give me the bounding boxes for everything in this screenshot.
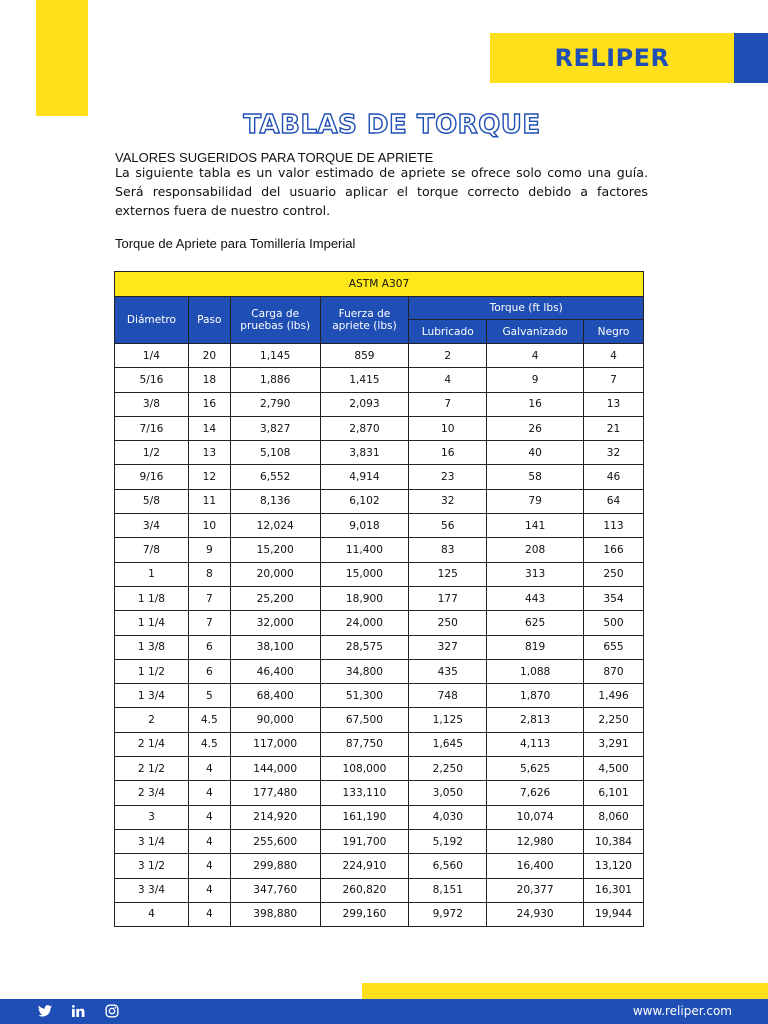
cell-paso: 10 (188, 514, 230, 538)
cell-galvanizado: 7,626 (487, 781, 584, 805)
logo (490, 33, 734, 83)
cell-galvanizado: 4 (487, 344, 584, 368)
cell-fuerza: 4,914 (320, 465, 409, 489)
cell-negro: 10,384 (584, 829, 644, 853)
cell-lubricado: 3,050 (409, 781, 487, 805)
website-link[interactable]: www.reliper.com (632, 1004, 732, 1018)
cell-negro: 3,291 (584, 732, 644, 756)
cell-paso: 8 (188, 562, 230, 586)
cell-galvanizado: 208 (487, 538, 584, 562)
cell-diametro: 7/8 (115, 538, 189, 562)
cell-diametro: 1 1/8 (115, 586, 189, 610)
table-row (115, 781, 644, 805)
cell-galvanizado: 9 (487, 368, 584, 392)
cell-carga: 347,760 (230, 878, 320, 902)
cell-paso: 5 (188, 684, 230, 708)
table-row (115, 829, 644, 853)
page-title: TABLAS DE TORQUE (243, 110, 541, 140)
cell-paso: 4.5 (188, 708, 230, 732)
cell-carga: 68,400 (230, 684, 320, 708)
cell-galvanizado: 58 (487, 465, 584, 489)
cell-negro: 870 (584, 659, 644, 683)
cell-lubricado: 7 (409, 392, 487, 416)
cell-galvanizado: 16,400 (487, 854, 584, 878)
cell-lubricado: 2,250 (409, 757, 487, 781)
cell-negro: 500 (584, 611, 644, 635)
cell-negro: 64 (584, 489, 644, 513)
cell-lubricado: 4,030 (409, 805, 487, 829)
cell-fuerza: 191,700 (320, 829, 409, 853)
cell-galvanizado: 1,870 (487, 684, 584, 708)
cell-paso: 13 (188, 441, 230, 465)
cell-galvanizado: 4,113 (487, 732, 584, 756)
cell-fuerza: 28,575 (320, 635, 409, 659)
table-row (115, 489, 644, 513)
cell-diametro: 1 3/8 (115, 635, 189, 659)
cell-carga: 398,880 (230, 902, 320, 926)
cell-carga: 1,145 (230, 344, 320, 368)
linkedin-icon[interactable] (72, 1005, 85, 1017)
cell-paso: 4 (188, 781, 230, 805)
cell-paso: 16 (188, 392, 230, 416)
table-row (115, 562, 644, 586)
table-row (115, 586, 644, 610)
cell-negro: 8,060 (584, 805, 644, 829)
cell-paso: 4 (188, 757, 230, 781)
cell-galvanizado: 79 (487, 489, 584, 513)
cell-carga: 46,400 (230, 659, 320, 683)
cell-fuerza: 15,000 (320, 562, 409, 586)
cell-carga: 177,480 (230, 781, 320, 805)
cell-galvanizado: 313 (487, 562, 584, 586)
cell-fuerza: 108,000 (320, 757, 409, 781)
cell-galvanizado: 1,088 (487, 659, 584, 683)
table-row (115, 441, 644, 465)
table-title: Torque de Apriete para Tomillería Imperial (115, 236, 356, 251)
cell-paso: 9 (188, 538, 230, 562)
cell-diametro: 4 (115, 902, 189, 926)
cell-negro: 7 (584, 368, 644, 392)
cell-paso: 18 (188, 368, 230, 392)
cell-paso: 4 (188, 854, 230, 878)
cell-diametro: 3/4 (115, 514, 189, 538)
cell-negro: 13,120 (584, 854, 644, 878)
cell-carga: 20,000 (230, 562, 320, 586)
cell-galvanizado: 26 (487, 416, 584, 440)
table-body (115, 344, 644, 927)
table-row (115, 708, 644, 732)
col-header-lubricado: Lubricado (409, 320, 487, 344)
cell-fuerza: 9,018 (320, 514, 409, 538)
cell-fuerza: 67,500 (320, 708, 409, 732)
twitter-icon[interactable] (38, 1005, 52, 1017)
cell-negro: 4,500 (584, 757, 644, 781)
cell-lubricado: 327 (409, 635, 487, 659)
cell-diametro: 1/4 (115, 344, 189, 368)
table-row (115, 611, 644, 635)
cell-negro: 21 (584, 416, 644, 440)
cell-carga: 2,790 (230, 392, 320, 416)
cell-lubricado: 83 (409, 538, 487, 562)
cell-fuerza: 51,300 (320, 684, 409, 708)
col-header-fuerza: Fuerza de apriete (lbs) (320, 297, 409, 344)
cell-galvanizado: 443 (487, 586, 584, 610)
cell-diametro: 2 3/4 (115, 781, 189, 805)
cell-galvanizado: 2,813 (487, 708, 584, 732)
section-subtitle: VALORES SUGERIDOS PARA TORQUE DE APRIETE (115, 150, 434, 165)
cell-galvanizado: 24,930 (487, 902, 584, 926)
col-header-torque: Torque (ft lbs) (409, 297, 644, 320)
cell-paso: 4.5 (188, 732, 230, 756)
cell-fuerza: 133,110 (320, 781, 409, 805)
standard-header: ASTM A307 (115, 272, 644, 297)
cell-fuerza: 299,160 (320, 902, 409, 926)
table-row (115, 684, 644, 708)
intro-paragraph: La siguiente tabla es un valor estimado de apriete se ofrece solo como una guía. Será responsabilidad del usuario aplicar el torque correcto debido a factores externos fuera de nuestro control. (115, 165, 648, 218)
table-row (115, 514, 644, 538)
cell-negro: 32 (584, 441, 644, 465)
col-header-diametro: Diámetro (115, 297, 189, 344)
cell-diametro: 2 1/2 (115, 757, 189, 781)
cell-lubricado: 250 (409, 611, 487, 635)
social-links (38, 1004, 119, 1018)
cell-galvanizado: 141 (487, 514, 584, 538)
cell-paso: 4 (188, 829, 230, 853)
cell-fuerza: 161,190 (320, 805, 409, 829)
cell-lubricado: 23 (409, 465, 487, 489)
cell-diametro: 1 3/4 (115, 684, 189, 708)
cell-negro: 655 (584, 635, 644, 659)
instagram-icon[interactable] (105, 1004, 119, 1018)
table-row (115, 757, 644, 781)
footer-yellow-bar (362, 983, 768, 999)
table-row (115, 538, 644, 562)
cell-negro: 1,496 (584, 684, 644, 708)
cell-paso: 12 (188, 465, 230, 489)
table-row (115, 878, 644, 902)
cell-paso: 7 (188, 586, 230, 610)
cell-lubricado: 2 (409, 344, 487, 368)
cell-paso: 11 (188, 489, 230, 513)
cell-carga: 6,552 (230, 465, 320, 489)
cell-negro: 113 (584, 514, 644, 538)
col-header-negro: Negro (584, 320, 644, 344)
cell-negro: 6,101 (584, 781, 644, 805)
decorative-yellow-bar (36, 0, 88, 116)
cell-carga: 38,100 (230, 635, 320, 659)
cell-fuerza: 87,750 (320, 732, 409, 756)
cell-negro: 19,944 (584, 902, 644, 926)
cell-lubricado: 16 (409, 441, 487, 465)
cell-carga: 299,880 (230, 854, 320, 878)
cell-diametro: 5/16 (115, 368, 189, 392)
cell-lubricado: 748 (409, 684, 487, 708)
cell-lubricado: 4 (409, 368, 487, 392)
cell-negro: 46 (584, 465, 644, 489)
table-row (115, 805, 644, 829)
decorative-blue-block (734, 33, 768, 83)
logo-text: RELIPER (554, 44, 670, 72)
cell-lubricado: 10 (409, 416, 487, 440)
table-row (115, 732, 644, 756)
cell-carga: 1,886 (230, 368, 320, 392)
cell-diametro: 2 (115, 708, 189, 732)
table-row (115, 902, 644, 926)
col-header-galvanizado: Galvanizado (487, 320, 584, 344)
cell-diametro: 3 (115, 805, 189, 829)
cell-paso: 4 (188, 878, 230, 902)
cell-negro: 354 (584, 586, 644, 610)
cell-diametro: 1 1/4 (115, 611, 189, 635)
cell-fuerza: 11,400 (320, 538, 409, 562)
cell-lubricado: 125 (409, 562, 487, 586)
cell-carga: 214,920 (230, 805, 320, 829)
cell-fuerza: 24,000 (320, 611, 409, 635)
table-row (115, 465, 644, 489)
cell-negro: 4 (584, 344, 644, 368)
cell-carga: 32,000 (230, 611, 320, 635)
cell-diametro: 3 3/4 (115, 878, 189, 902)
cell-paso: 4 (188, 902, 230, 926)
cell-lubricado: 1,645 (409, 732, 487, 756)
cell-fuerza: 2,093 (320, 392, 409, 416)
cell-lubricado: 177 (409, 586, 487, 610)
cell-carga: 8,136 (230, 489, 320, 513)
cell-galvanizado: 10,074 (487, 805, 584, 829)
cell-fuerza: 34,800 (320, 659, 409, 683)
table-row (115, 344, 644, 368)
cell-paso: 4 (188, 805, 230, 829)
cell-carga: 144,000 (230, 757, 320, 781)
cell-paso: 6 (188, 635, 230, 659)
cell-galvanizado: 625 (487, 611, 584, 635)
cell-galvanizado: 819 (487, 635, 584, 659)
cell-carga: 117,000 (230, 732, 320, 756)
cell-negro: 16,301 (584, 878, 644, 902)
cell-galvanizado: 16 (487, 392, 584, 416)
cell-fuerza: 18,900 (320, 586, 409, 610)
cell-diametro: 1/2 (115, 441, 189, 465)
cell-negro: 2,250 (584, 708, 644, 732)
table-row (115, 659, 644, 683)
cell-diametro: 9/16 (115, 465, 189, 489)
table-row (115, 854, 644, 878)
cell-paso: 7 (188, 611, 230, 635)
cell-diametro: 2 1/4 (115, 732, 189, 756)
cell-diametro: 1 1/2 (115, 659, 189, 683)
cell-diametro: 1 (115, 562, 189, 586)
cell-lubricado: 435 (409, 659, 487, 683)
table-row (115, 368, 644, 392)
cell-paso: 6 (188, 659, 230, 683)
cell-carga: 255,600 (230, 829, 320, 853)
cell-carga: 15,200 (230, 538, 320, 562)
cell-galvanizado: 20,377 (487, 878, 584, 902)
cell-carga: 90,000 (230, 708, 320, 732)
cell-lubricado: 6,560 (409, 854, 487, 878)
cell-galvanizado: 5,625 (487, 757, 584, 781)
cell-diametro: 3 1/4 (115, 829, 189, 853)
col-header-paso: Paso (188, 297, 230, 344)
cell-diametro: 5/8 (115, 489, 189, 513)
cell-fuerza: 3,831 (320, 441, 409, 465)
col-header-carga: Carga de pruebas (lbs) (230, 297, 320, 344)
cell-lubricado: 56 (409, 514, 487, 538)
cell-carga: 3,827 (230, 416, 320, 440)
cell-paso: 14 (188, 416, 230, 440)
table-row (115, 392, 644, 416)
cell-negro: 13 (584, 392, 644, 416)
cell-lubricado: 5,192 (409, 829, 487, 853)
cell-fuerza: 2,870 (320, 416, 409, 440)
cell-carga: 5,108 (230, 441, 320, 465)
cell-fuerza: 6,102 (320, 489, 409, 513)
cell-lubricado: 8,151 (409, 878, 487, 902)
cell-negro: 166 (584, 538, 644, 562)
cell-carga: 12,024 (230, 514, 320, 538)
table-row (115, 416, 644, 440)
cell-fuerza: 1,415 (320, 368, 409, 392)
cell-diametro: 7/16 (115, 416, 189, 440)
cell-fuerza: 224,910 (320, 854, 409, 878)
cell-negro: 250 (584, 562, 644, 586)
cell-lubricado: 9,972 (409, 902, 487, 926)
cell-fuerza: 859 (320, 344, 409, 368)
cell-fuerza: 260,820 (320, 878, 409, 902)
cell-diametro: 3/8 (115, 392, 189, 416)
cell-lubricado: 1,125 (409, 708, 487, 732)
torque-table (114, 271, 644, 927)
cell-paso: 20 (188, 344, 230, 368)
cell-diametro: 3 1/2 (115, 854, 189, 878)
cell-galvanizado: 12,980 (487, 829, 584, 853)
cell-lubricado: 32 (409, 489, 487, 513)
table-row (115, 635, 644, 659)
cell-galvanizado: 40 (487, 441, 584, 465)
cell-carga: 25,200 (230, 586, 320, 610)
